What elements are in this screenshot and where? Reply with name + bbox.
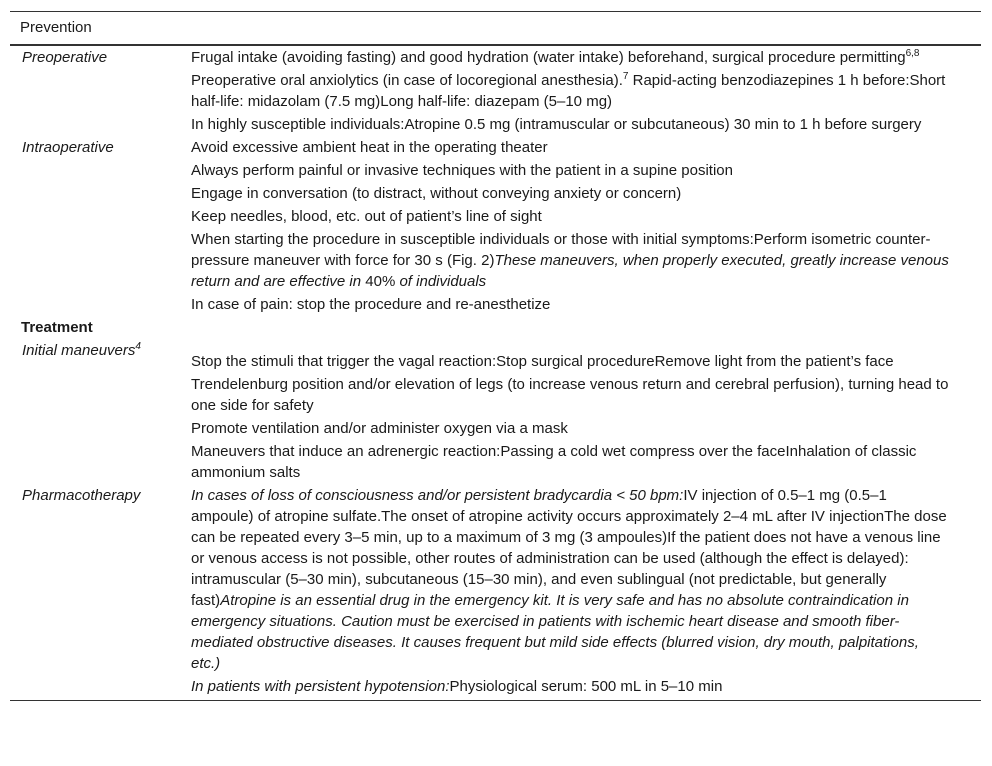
table-row xyxy=(10,373,981,417)
table-row xyxy=(10,417,981,440)
table-header-row xyxy=(10,12,981,46)
reference-superscript: 6,8 xyxy=(905,48,920,59)
preop-frugal-intake: Frugal intake (avoiding fasting) and good hydration (water intake) beforehand, surgical procedure permitting$^{6,8}$ xyxy=(191,48,920,66)
table-row xyxy=(10,45,981,69)
initial-stop-stimuli: Stop the stimuli that trigger the vagal reaction:Stop surgical procedureRemove light from the patient’s face xyxy=(191,353,894,370)
prevention-treatment-table xyxy=(10,11,981,701)
table-row xyxy=(10,136,981,159)
initial-ventilation: Promote ventilation and/or administer oxygen via a mask xyxy=(191,420,568,437)
intraop-heat: Avoid excessive ambient heat in the operating theater xyxy=(191,139,548,156)
initial-trendelenburg: Trendelenburg position and/or elevation of legs (to increase venous return and cerebral perfusion), turning head to one side for safety xyxy=(191,376,949,414)
intraop-needles: Keep needles, blood, etc. out of patient’s line of sight xyxy=(191,208,542,225)
table-row xyxy=(10,440,981,484)
reference-superscript: 7 xyxy=(622,71,629,82)
row-label-pharmacotherapy: Pharmacotherapy xyxy=(22,487,141,504)
table-row xyxy=(10,159,981,182)
section-heading-row xyxy=(10,316,981,339)
intraop-isometric: When starting the procedure in susceptible individuals or those with initial symptoms:Perform isometric counter-pressure maneuver with force for 30 s (Fig. 2)These maneuvers, when properly executed, greatly increase venous return and are effective in 40% of individuals xyxy=(191,231,949,290)
table-row xyxy=(10,675,981,701)
table-row xyxy=(10,182,981,205)
table-row xyxy=(10,339,981,373)
reference-superscript: 4 xyxy=(135,341,141,352)
row-label-preoperative: Preoperative xyxy=(22,49,108,66)
row-label-intraoperative: Intraoperative xyxy=(22,139,114,156)
table-row xyxy=(10,228,981,293)
table-row xyxy=(10,113,981,136)
pharma-hypotension: In patients with persistent hypotension:Physiological serum: 500 mL in 5–10 min xyxy=(191,675,981,701)
intraop-conversation: Engage in conversation (to distract, without conveying anxiety or concern) xyxy=(191,185,682,202)
table-row xyxy=(10,69,981,113)
pharma-atropine: In cases of loss of consciousness and/or persistent bradycardia < 50 bpm:IV injection of 0.5–1 mg (0.5–1 ampoule) of atropine sulfate.The onset of atropine activity occurs approximately 2–4 mL after IV injectionThe dose can be repeated every 3–5 min, up to a maximum of 3 mg (3 ampoules)If the patient does not have a venous line or venous access is not possible, other routes of administration can be used (although the effect is delayed): intramuscular (5–30 min), subcutaneous (15–30 min), and even sublingual (not predictable, but generally fast)Atropine is an essential drug in the emergency kit. It is very safe and has no absolute contraindication in emergency situations. Caution must be exercised in patients with ischemic heart disease and smooth fiber-mediated obstructive diseases. It causes frequent but mild side effects (blurred vision, dry mouth, palpitations, etc.) xyxy=(191,487,947,672)
table-row xyxy=(10,293,981,316)
initial-adrenergic: Maneuvers that induce an adrenergic reaction:Passing a cold wet compress over the faceInhalation of classic ammonium salts xyxy=(191,443,917,481)
row-label-initial-maneuvers: Initial maneuvers$^4$ xyxy=(22,341,141,359)
table-header: Prevention xyxy=(10,12,981,46)
table-row xyxy=(10,484,981,675)
table-row xyxy=(10,205,981,228)
intraop-pain: In case of pain: stop the procedure and re-anesthetize xyxy=(191,296,551,313)
intraop-supine: Always perform painful or invasive techniques with the patient in a supine position xyxy=(191,162,733,179)
section-heading-treatment: Treatment xyxy=(21,319,93,336)
preop-anxiolytics: Preoperative oral anxiolytics (in case of locoregional anesthesia).$^7$ Rapid-acting benzodiazepines 1 h before:Short half-life: midazolam (7.5 mg)Long half-life: diazepam (5–10 mg) xyxy=(191,71,946,110)
preop-atropine: In highly susceptible individuals:Atropine 0.5 mg (intramuscular or subcutaneous) 30 min to 1 h before surgery xyxy=(191,116,922,133)
